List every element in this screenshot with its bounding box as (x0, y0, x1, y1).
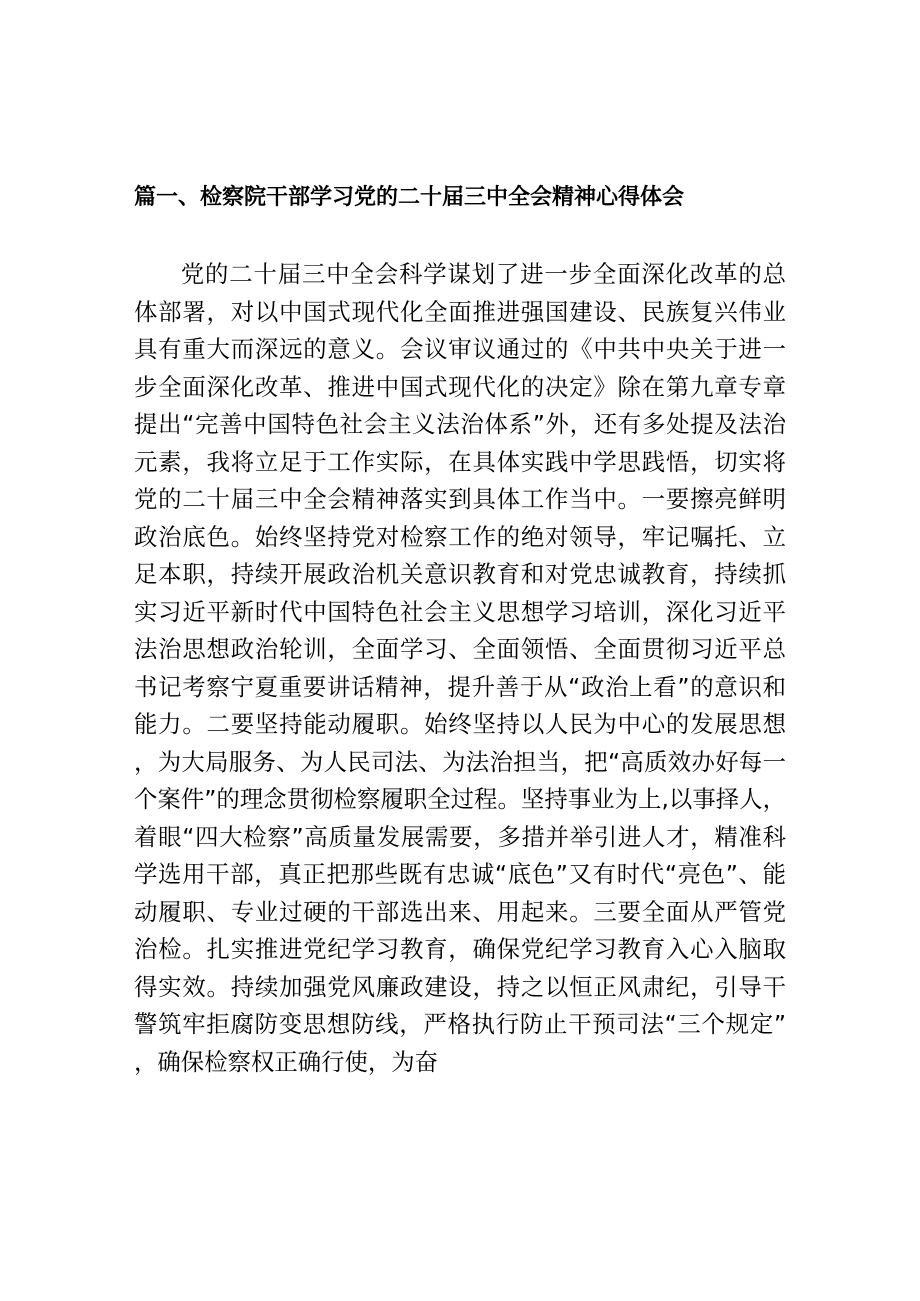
document-title: 篇一、检察院干部学习党的二十届三中全会精神心得体会 (134, 185, 685, 210)
body-paragraph: 党的二十届三中全会科学谋划了进一步全面深化改革的总体部署，对以中国式现代化全面推进强国建设、民族复兴伟业具有重大而深远的意义。会议审议通过的《中共中央关于进一步全面深化改革、推进中国式现代化的决定》除在第九章专章提出“完善中国特色社会主义法治体系”外，还有多处提及法治元素，我将立足于工作实际，在具体实践中学思践悟，切实将党的二十届三中全会精神落实到具体工作当中。一要擦亮鲜明政治底色。始终坚持党对检察工作的绝对领导，牢记嘱托、立足本职，持续开展政治机关意识教育和对党忠诚教育，持续抓实习近平新时代中国特色社会主义思想学习培训，深化习近平法治思想政治轮训，全面学习、全面领悟、全面贯彻习近平总书记考察宁夏重要讲话精神，提升善于从“政治上看”的意识和能力。二要坚持能动履职。始终坚持以人民为中心的发展思想，为大局服务、为人民司法、为法治担当，把“高质效办好每一个案件”的理念贯彻检察履职全过程。坚持事业为上,以事择人，着眼“四大检察”高质量发展需要，多措并举引进人才，精准科学选用干部，真正把那些既有忠诚“底色”又有时代“亮色”、能动履职、专业过硬的干部选出来、用起来。三要全面从严管党治检。扎实推进党纪学习教育，确保党纪学习教育入心入脑取得实效。持续加强党风廉政建设，持之以恒正风肃纪，引导干警筑牢拒腐防变思想防线，严格执行防止干预司法“三个规定”，确保检察权正确行使，为奋 (134, 260, 786, 1076)
